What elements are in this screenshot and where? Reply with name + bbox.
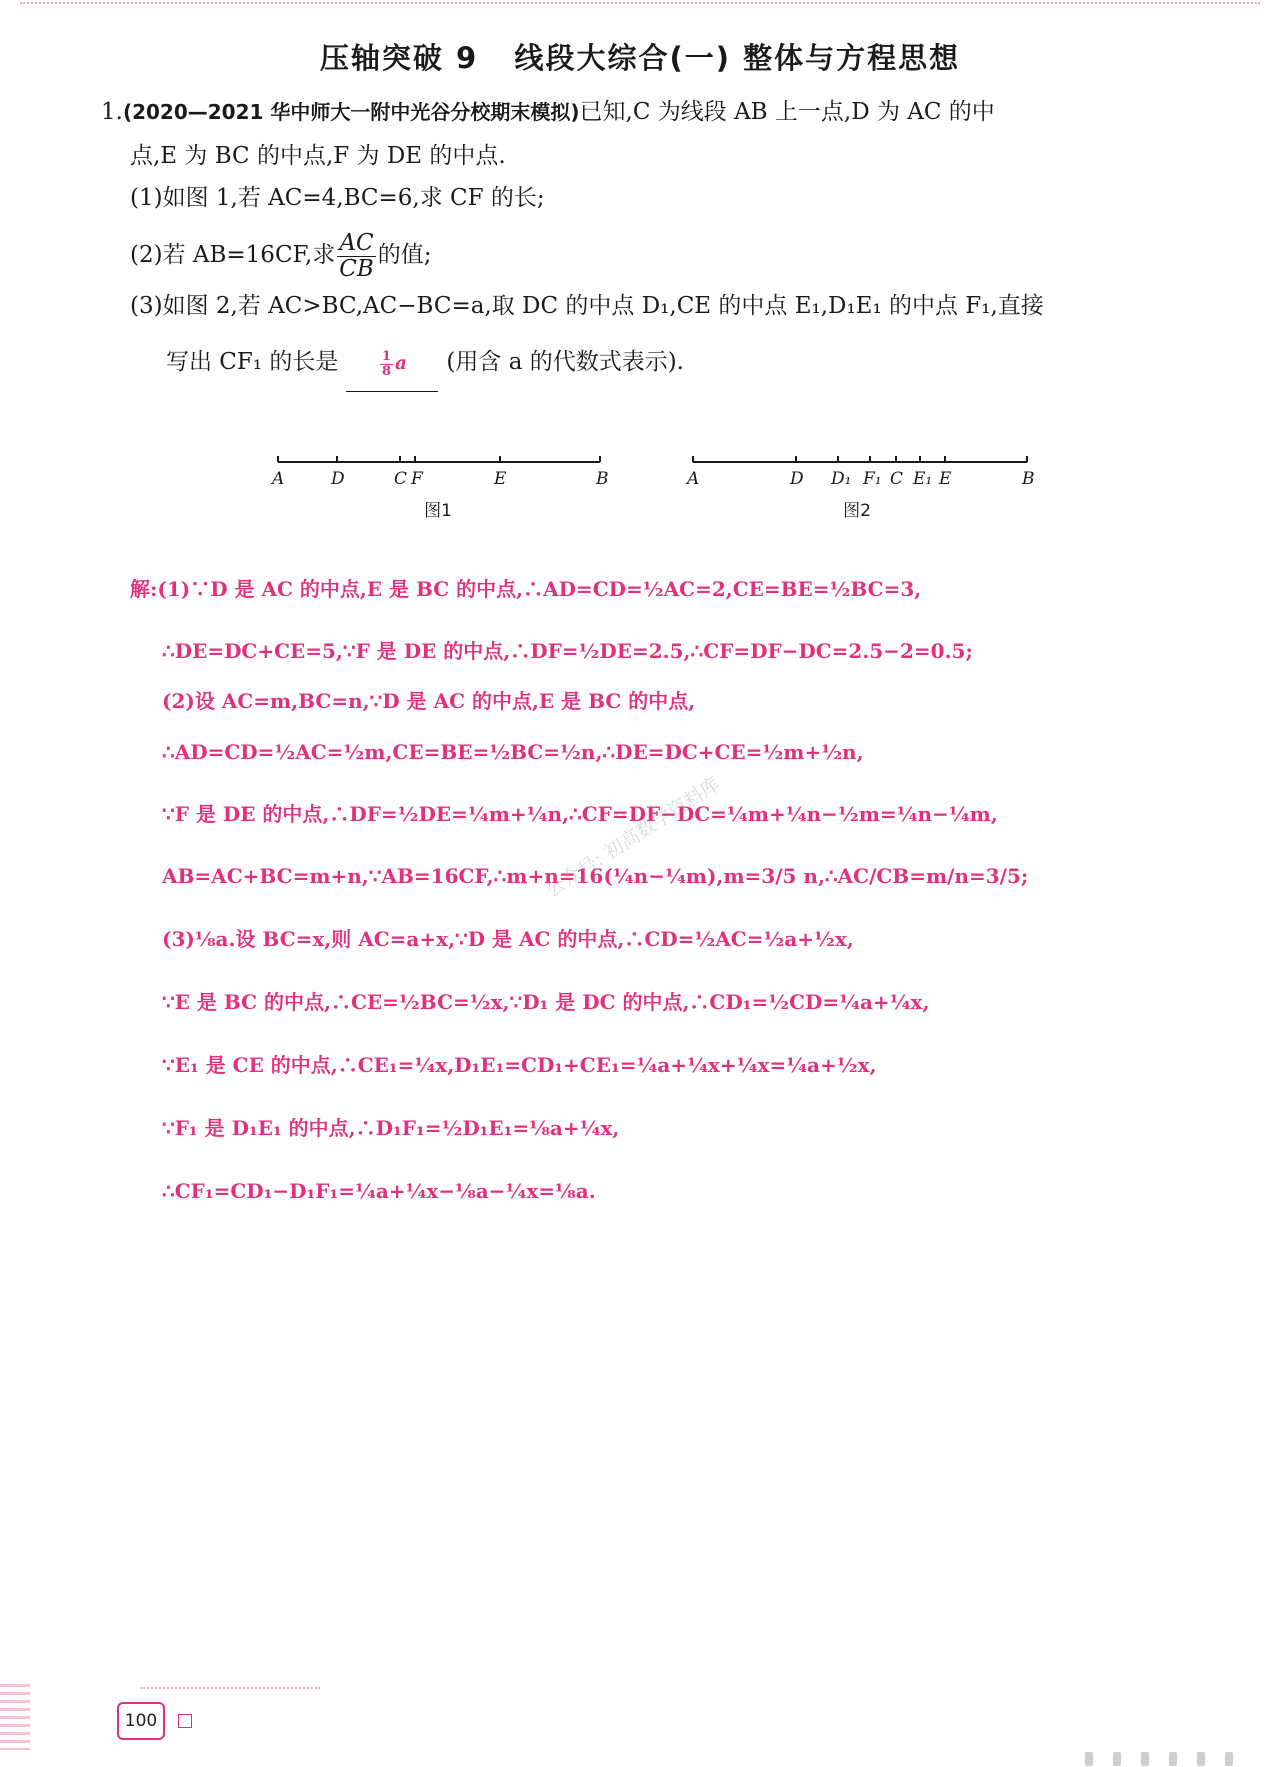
question-2-suffix: 的值; (377, 242, 432, 268)
fig2-label-C: C (890, 469, 904, 489)
problem-stem-1: 已知,C 为线段 AB 上一点,D 为 AC 的中 (579, 99, 995, 125)
bottom-dotted-rule (140, 1687, 320, 1689)
question-1: (1)如图 1,若 AC=4,BC=6,求 CF 的长; (130, 185, 545, 211)
fig1-label-C: C (394, 469, 408, 489)
solution-line-6: AB=AC+BC=m+n,∵AB=16CF,∴m+n=16(¼n−¼m),m=3/5 n,∴AC/CB=m/n=3/5; (162, 864, 1029, 888)
page-title: 压轴突破 9 线段大综合(一) 整体与方程思想 (319, 41, 961, 75)
fig2-label-B: B (1022, 469, 1035, 489)
solution-line-5: ∵F 是 DE 的中点,∴DF=½DE=¼m+¼n,∴CF=DF−DC=¼m+¼n−½m=¼n−¼m, (162, 802, 998, 826)
answer-denominator: 8 (381, 363, 392, 379)
solution-line-9: ∵E₁ 是 CE 的中点,∴CE₁=¼x,D₁E₁=CD₁+CE₁=¼a+¼x+¼x=¼a+½x, (162, 1053, 877, 1077)
bottom-stripes-decoration (0, 1680, 30, 1750)
problem-number: 1. (101, 99, 123, 125)
page-number: 100 (117, 1702, 165, 1740)
control-icon (1169, 1752, 1177, 1766)
question-2 (130, 228, 431, 282)
control-icon (1197, 1752, 1205, 1766)
control-icon (1085, 1752, 1093, 1766)
fig2-caption: 图2 (843, 501, 871, 521)
question-2-fraction (337, 231, 376, 280)
solution-line-3: (2)设 AC=m,BC=n,∵D 是 AC 的中点,E 是 BC 的中点, (162, 689, 696, 713)
viewer-controls-strip (1085, 1752, 1265, 1766)
figure-2 (685, 450, 1045, 530)
figure-1 (270, 450, 630, 530)
fraction-denominator: CB (339, 255, 374, 282)
solution-line-7: (3)⅛a.设 BC=x,则 AC=a+x,∵D 是 AC 的中点,∴CD=½AC=½a+½x, (162, 927, 854, 951)
fig1-label-A: A (272, 469, 285, 489)
fig2-label-E1: E₁ (913, 469, 933, 489)
fig1-label-E: E (494, 469, 507, 489)
question-3-line-2 (166, 335, 684, 392)
problem-source: (2020—2021 华中师大一附中光谷分校期末模拟) (122, 100, 580, 124)
fig1-label-D: D (331, 469, 345, 489)
solution-line-10: ∵F₁ 是 D₁E₁ 的中点,∴D₁F₁=½D₁E₁=⅛a+¼x, (162, 1116, 620, 1140)
fig2-label-D: D (790, 469, 804, 489)
solution-line-1: 解:(1)∵D 是 AC 的中点,E 是 BC 的中点,∴AD=CD=½AC=2,CE=BE=½BC=3, (130, 577, 922, 601)
problem-stem-2: 点,E 为 BC 的中点,F 为 DE 的中点. (130, 143, 506, 169)
answer-variable: a (395, 353, 407, 374)
fig2-label-F1: F₁ (863, 469, 882, 489)
control-icon (1141, 1752, 1149, 1766)
question-3-line-1: (3)如图 2,若 AC>BC,AC−BC=a,取 DC 的中点 D₁,CE 的中点 E₁,D₁E₁ 的中点 F₁,直接 (130, 293, 1044, 319)
fraction-numerator: AC (339, 230, 374, 257)
page-square-icon (178, 1714, 192, 1728)
solution-line-4: ∴AD=CD=½AC=½m,CE=BE=½BC=½n,∴DE=DC+CE=½m+½n, (162, 740, 864, 764)
fig1-caption: 图1 (424, 501, 452, 521)
control-icon (1113, 1752, 1121, 1766)
fig2-label-A: A (687, 469, 700, 489)
solution-line-11: ∴CF₁=CD₁−D₁F₁=¼a+¼x−⅛a−¼x=⅛a. (162, 1179, 596, 1203)
question-3-prefix: 写出 CF₁ 的长是 (166, 349, 339, 375)
answer-blank (346, 335, 438, 392)
solution-line-8: ∵E 是 BC 的中点,∴CE=½BC=½x,∵D₁ 是 DC 的中点,∴CD₁=½CD=¼a+¼x, (162, 990, 930, 1014)
watermark: 公众号: 初高数学资料库 (542, 773, 724, 902)
solution-line-2: ∴DE=DC+CE=5,∵F 是 DE 的中点,∴DF=½DE=2.5,∴CF=DF−DC=2.5−2=0.5; (162, 639, 973, 663)
control-icon (1225, 1752, 1233, 1766)
answer-numerator: 1 (381, 348, 392, 364)
top-dotted-rule (20, 2, 1260, 7)
question-3-suffix: (用含 a 的代数式表示). (446, 349, 684, 375)
fig2-label-E: E (939, 469, 952, 489)
problem-line-1 (101, 97, 995, 127)
fig1-label-B: B (596, 469, 609, 489)
question-2-prefix: (2)若 AB=16CF,求 (130, 242, 336, 268)
fig2-label-D1: D₁ (831, 469, 852, 489)
answer-fraction (380, 350, 393, 379)
answer-value (378, 348, 407, 379)
fig1-label-F: F (411, 469, 423, 489)
